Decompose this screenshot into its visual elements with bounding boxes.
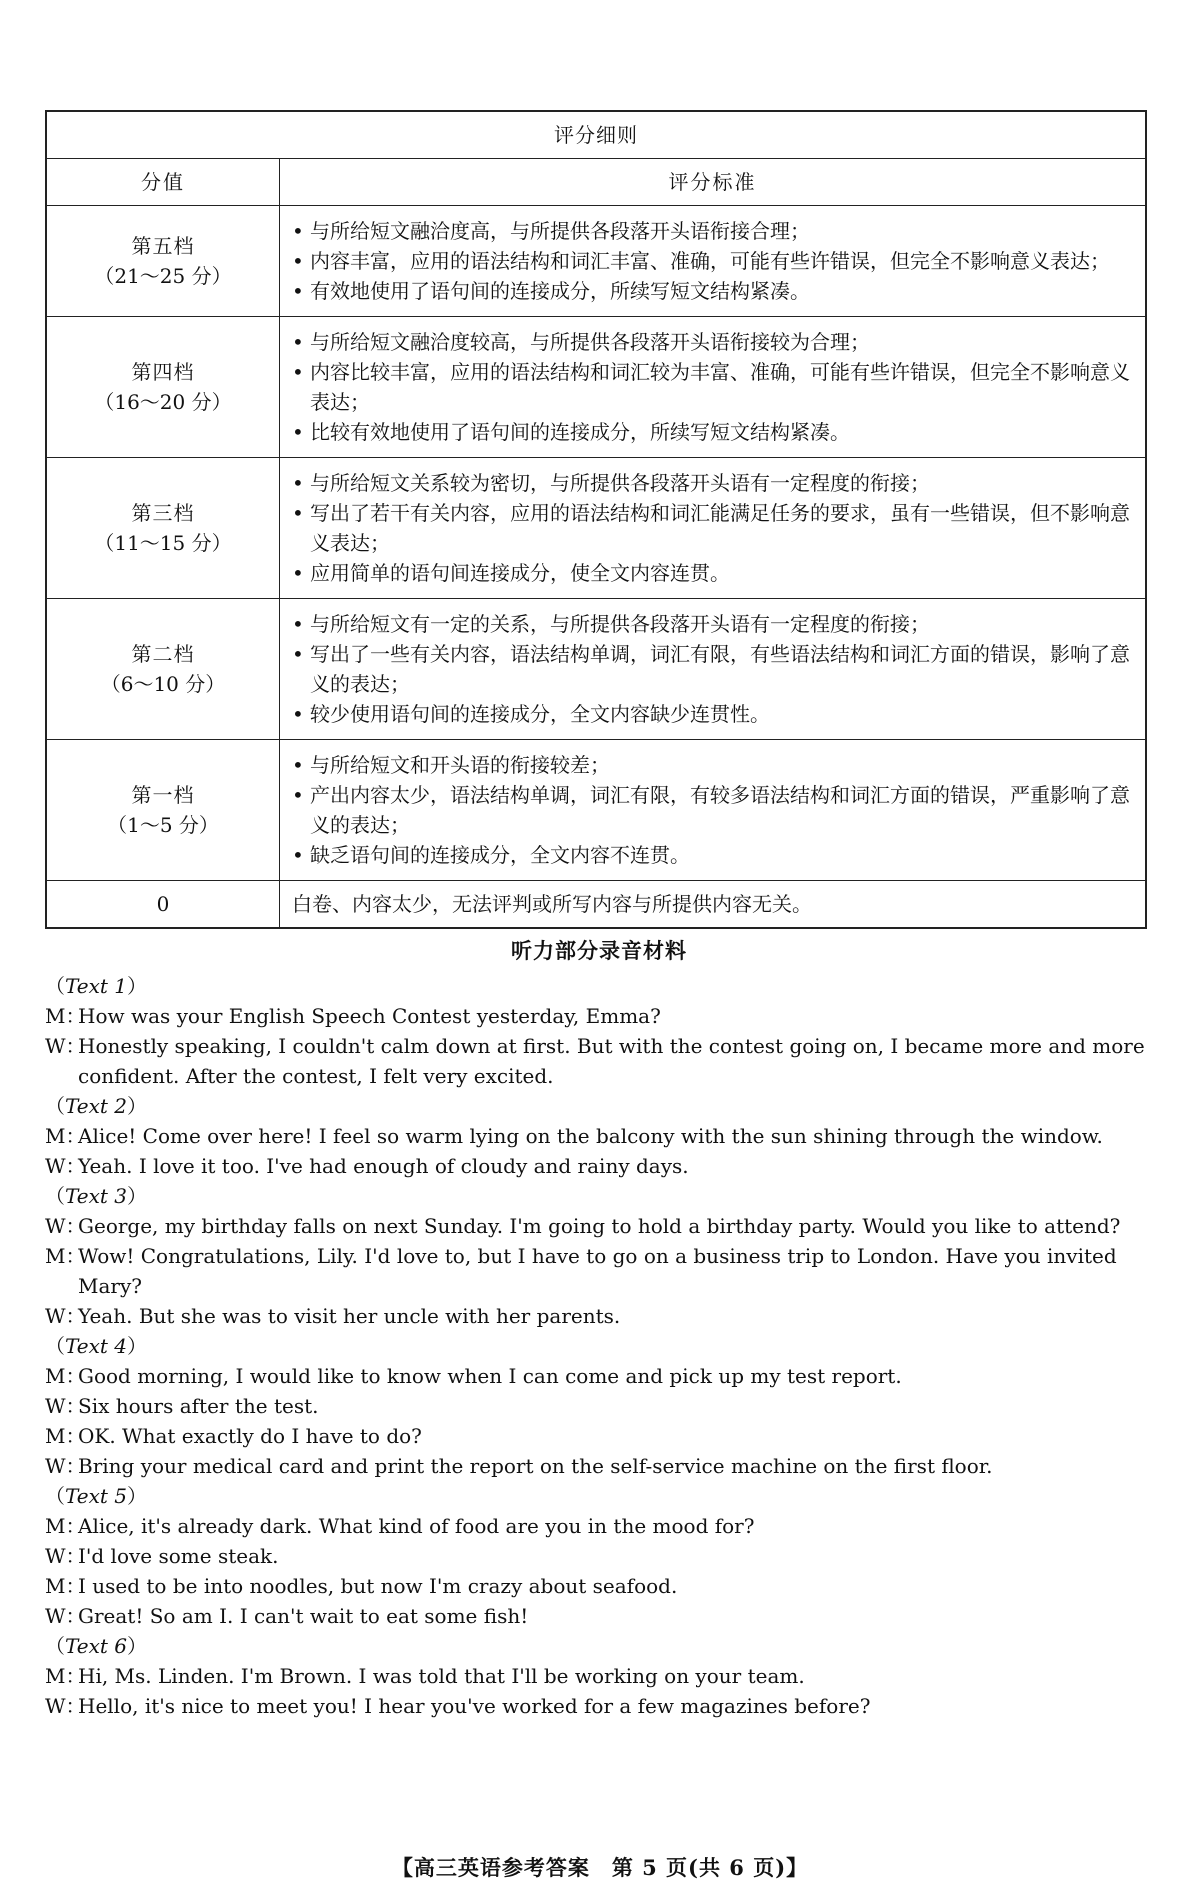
speaker-label: M： xyxy=(45,1364,86,1388)
dialogue-line xyxy=(45,1451,1153,1481)
speaker-label: M： xyxy=(45,1664,86,1688)
grade-score-range: （1～5 分） xyxy=(107,813,219,837)
criteria-column-header: 评分标准 xyxy=(280,159,1147,206)
grade-score-range: （11～15 分） xyxy=(94,531,232,555)
text-label: （Text 2） xyxy=(45,1094,148,1118)
text-label: （Text 4） xyxy=(45,1334,148,1358)
dialogue-line xyxy=(45,1241,1153,1301)
rubric-title: 评分细则 xyxy=(46,111,1146,159)
speaker-label: W： xyxy=(45,1214,86,1238)
dialogue-text: Yeah. I love it too. I've had enough of cloudy and rainy days. xyxy=(78,1154,689,1178)
criterion-item: • 与所给短文有一定的关系，与所提供各段落开头语有一定程度的衔接； xyxy=(292,609,1137,639)
rubric-row xyxy=(46,740,1146,881)
criteria-cell xyxy=(280,206,1147,317)
dialogue-line xyxy=(45,1691,1153,1721)
dialogue-text: How was your English Speech Contest yesterday, Emma? xyxy=(78,1004,661,1028)
speaker-label: W： xyxy=(45,1694,86,1718)
listening-transcript xyxy=(45,971,1153,1721)
dialogue-text: I'd love some steak. xyxy=(78,1544,279,1568)
criteria-cell xyxy=(280,740,1147,881)
dialogue-line xyxy=(45,1301,1153,1331)
page-content xyxy=(45,110,1153,1721)
text-label-name: Text 2 xyxy=(65,1094,128,1118)
dialogue-line xyxy=(45,1391,1153,1421)
grade-score-range: （16～20 分） xyxy=(94,390,232,414)
grade-score-range: （6～10 分） xyxy=(100,672,226,696)
grade-cell xyxy=(46,599,280,740)
dialogue-text: Yeah. But she was to visit her uncle with her parents. xyxy=(78,1304,621,1328)
grade-cell xyxy=(46,206,280,317)
criterion-item: • 写出了若干有关内容，应用的语法结构和词汇能满足任务的要求，虽有一些错误，但不影响意义表达； xyxy=(292,498,1137,558)
speaker-label: W： xyxy=(45,1394,86,1418)
speaker-label: W： xyxy=(45,1304,86,1328)
grade-name: 第二档 xyxy=(131,642,195,666)
grade-name: 第一档 xyxy=(131,783,195,807)
criterion-item: • 与所给短文融洽度高，与所提供各段落开头语衔接合理； xyxy=(292,216,1137,246)
text-label: （Text 3） xyxy=(45,1184,148,1208)
text-label: （Text 1） xyxy=(45,974,148,998)
dialogue-text: Good morning, I would like to know when I can come and pick up my test report. xyxy=(78,1364,902,1388)
dialogue-line xyxy=(45,1031,1153,1091)
speaker-label: W： xyxy=(45,1544,86,1568)
dialogue-text: OK. What exactly do I have to do? xyxy=(78,1424,422,1448)
score-column-header: 分值 xyxy=(46,159,280,206)
criteria-cell xyxy=(280,458,1147,599)
dialogue-line xyxy=(45,1151,1153,1181)
speaker-label: M： xyxy=(45,1124,86,1148)
criterion-item: • 比较有效地使用了语句间的连接成分，所续写短文结构紧凑。 xyxy=(292,417,1137,447)
dialogue-text: Hello, it's nice to meet you! I hear you've worked for a few magazines before? xyxy=(78,1694,871,1718)
criterion-item: • 与所给短文融洽度较高，与所提供各段落开头语衔接较为合理； xyxy=(292,327,1137,357)
criteria-cell xyxy=(280,317,1147,458)
rubric-row xyxy=(46,599,1146,740)
dialogue-line xyxy=(45,1571,1153,1601)
dialogue-text: I used to be into noodles, but now I'm crazy about seafood. xyxy=(78,1574,678,1598)
criterion-item: • 产出内容太少，语法结构单调，词汇有限，有较多语法结构和词汇方面的错误，严重影响了意义的表达； xyxy=(292,780,1137,840)
criterion-item: • 内容丰富，应用的语法结构和词汇丰富、准确，可能有些许错误，但完全不影响意义表达； xyxy=(292,246,1137,276)
dialogue-line xyxy=(45,1361,1153,1391)
criterion-item: • 有效地使用了语句间的连接成分，所续写短文结构紧凑。 xyxy=(292,276,1137,306)
text-label-name: Text 1 xyxy=(65,974,128,998)
text-label: （Text 6） xyxy=(45,1634,148,1658)
criterion-item: • 应用简单的语句间连接成分，使全文内容连贯。 xyxy=(292,558,1137,588)
dialogue-line xyxy=(45,1001,1153,1031)
speaker-label: M： xyxy=(45,1514,86,1538)
dialogue-text: Wow! Congratulations, Lily. I'd love to, but I have to go on a business trip to London. Have you invited Mary? xyxy=(78,1244,1117,1298)
text-label-name: Text 3 xyxy=(65,1184,128,1208)
dialogue-line xyxy=(45,1661,1153,1691)
page-footer: 【高三英语参考答案 第 5 页(共 6 页)】 xyxy=(391,1855,809,1880)
dialogue-text: Great! So am I. I can't wait to eat some fish! xyxy=(78,1604,529,1628)
speaker-label: W： xyxy=(45,1034,86,1058)
dialogue-text: Six hours after the test. xyxy=(78,1394,319,1418)
grade-cell xyxy=(46,458,280,599)
rubric-row xyxy=(46,458,1146,599)
grade-cell xyxy=(46,740,280,881)
text-label: （Text 5） xyxy=(45,1484,148,1508)
criterion-item: • 与所给短文关系较为密切，与所提供各段落开头语有一定程度的衔接； xyxy=(292,468,1137,498)
text-label-name: Text 4 xyxy=(65,1334,128,1358)
speaker-label: M： xyxy=(45,1574,86,1598)
rubric-row xyxy=(46,206,1146,317)
zero-criteria: 白卷、内容太少，无法评判或所写内容与所提供内容无关。 xyxy=(280,881,1147,929)
rubric-row xyxy=(46,317,1146,458)
dialogue-line xyxy=(45,1421,1153,1451)
zero-score: 0 xyxy=(46,881,280,929)
speaker-label: M： xyxy=(45,1244,86,1268)
speaker-label: W： xyxy=(45,1604,86,1628)
criterion-item: • 缺乏语句间的连接成分，全文内容不连贯。 xyxy=(292,840,1137,870)
grade-name: 第五档 xyxy=(131,234,195,258)
listening-section-title: 听力部分录音材料 xyxy=(511,938,687,963)
dialogue-text: Bring your medical card and print the report on the self-service machine on the first floor. xyxy=(78,1454,993,1478)
speaker-label: M： xyxy=(45,1004,86,1028)
criteria-cell xyxy=(280,599,1147,740)
grade-name: 第三档 xyxy=(131,501,195,525)
dialogue-line xyxy=(45,1541,1153,1571)
speaker-label: M： xyxy=(45,1424,86,1448)
text-label-name: Text 6 xyxy=(65,1634,128,1658)
rubric-row-zero xyxy=(46,881,1146,929)
dialogue-text: Honestly speaking, I couldn't calm down at first. But with the contest going on, I became more and more confident. After the contest, I felt very excited. xyxy=(78,1034,1145,1088)
criterion-item: • 写出了一些有关内容，语法结构单调，词汇有限，有些语法结构和词汇方面的错误，影响了意义的表达； xyxy=(292,639,1137,699)
dialogue-line xyxy=(45,1121,1153,1151)
dialogue-line xyxy=(45,1601,1153,1631)
speaker-label: W： xyxy=(45,1454,86,1478)
dialogue-text: Hi, Ms. Linden. I'm Brown. I was told that I'll be working on your team. xyxy=(78,1664,805,1688)
grade-name: 第四档 xyxy=(131,360,195,384)
dialogue-text: George, my birthday falls on next Sunday. I'm going to hold a birthday party. Would you like to attend? xyxy=(78,1214,1121,1238)
dialogue-line xyxy=(45,1511,1153,1541)
criterion-item: • 内容比较丰富，应用的语法结构和词汇较为丰富、准确，可能有些许错误，但完全不影响意义表达； xyxy=(292,357,1137,417)
text-label-name: Text 5 xyxy=(65,1484,128,1508)
dialogue-text: Alice! Come over here! I feel so warm lying on the balcony with the sun shining through the window. xyxy=(78,1124,1103,1148)
scoring-rubric-table xyxy=(45,110,1147,929)
dialogue-text: Alice, it's already dark. What kind of food are you in the mood for? xyxy=(78,1514,755,1538)
grade-cell xyxy=(46,317,280,458)
criterion-item: • 与所给短文和开头语的衔接较差； xyxy=(292,750,1137,780)
criterion-item: • 较少使用语句间的连接成分，全文内容缺少连贯性。 xyxy=(292,699,1137,729)
dialogue-line xyxy=(45,1211,1153,1241)
grade-score-range: （21～25 分） xyxy=(94,264,232,288)
speaker-label: W： xyxy=(45,1154,86,1178)
